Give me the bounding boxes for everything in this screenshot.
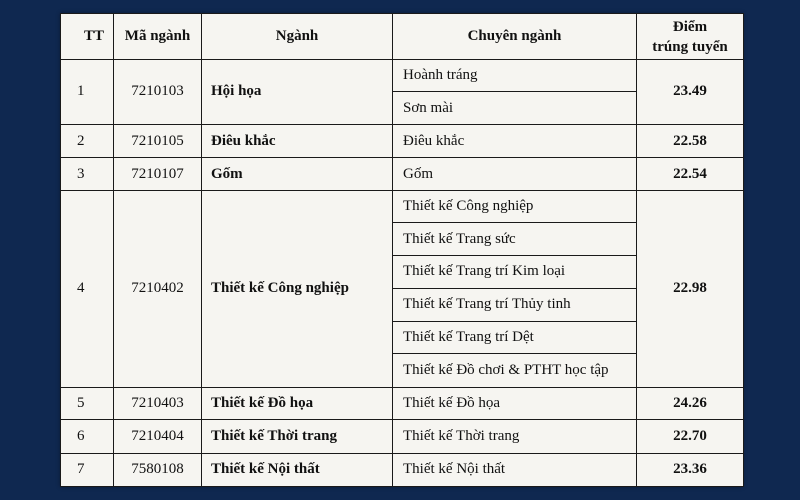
row-specialization: Thiết kế Đồ chơi & PTHT học tập (393, 354, 637, 387)
header-tt: TT (61, 14, 114, 60)
row-code: 7580108 (114, 453, 202, 487)
row-specialization: Thiết kế Trang trí Kim loại (393, 255, 637, 288)
row-score: 22.70 (637, 420, 744, 453)
row-major: Điêu khắc (202, 124, 393, 157)
row-tt: 3 (61, 158, 114, 190)
table-row (61, 158, 744, 190)
row-tt: 5 (61, 387, 114, 419)
row-major: Thiết kế Công nghiệp (202, 190, 393, 387)
row-score: 22.54 (637, 158, 744, 190)
table-row (61, 453, 744, 487)
table-row (61, 420, 744, 453)
row-score: 22.98 (637, 190, 744, 387)
row-code: 7210403 (114, 387, 202, 419)
row-code: 7210107 (114, 158, 202, 190)
header-code: Mã ngành (114, 14, 202, 60)
row-code: 7210105 (114, 124, 202, 157)
row-specialization: Hoành tráng (393, 60, 637, 92)
row-tt: 4 (61, 190, 114, 387)
row-tt: 7 (61, 453, 114, 487)
row-specialization: Thiết kế Trang trí Thủy tinh (393, 289, 637, 321)
row-code: 7210103 (114, 60, 202, 125)
table-row (61, 60, 744, 92)
row-specialization: Thiết kế Trang sức (393, 223, 637, 255)
table-row (61, 387, 744, 419)
row-specialization: Thiết kế Nội thất (393, 453, 637, 487)
row-code: 7210402 (114, 190, 202, 387)
header-score-line2: trúng tuyển (652, 38, 728, 55)
table-row (61, 190, 744, 222)
row-tt: 1 (61, 60, 114, 125)
row-specialization: Thiết kế Thời trang (393, 420, 637, 453)
header-score-line1: Điểm (672, 18, 708, 35)
row-score: 23.36 (637, 453, 744, 487)
row-specialization: Thiết kế Công nghiệp (393, 190, 637, 222)
row-specialization: Điêu khắc (393, 124, 637, 157)
header-specialization: Chuyên ngành (393, 14, 637, 60)
row-tt: 6 (61, 420, 114, 453)
admission-score-table (60, 13, 744, 487)
header-row (61, 14, 744, 60)
row-tt: 2 (61, 124, 114, 157)
document-page (60, 13, 743, 487)
row-major: Thiết kế Thời trang (202, 420, 393, 453)
row-specialization: Sơn mài (393, 92, 637, 124)
table-row (61, 124, 744, 157)
row-score: 24.26 (637, 387, 744, 419)
header-major: Ngành (202, 14, 393, 60)
row-major: Thiết kế Nội thất (202, 453, 393, 487)
row-major: Gốm (202, 158, 393, 190)
row-specialization: Thiết kế Trang trí Dệt (393, 321, 637, 353)
row-specialization: Gốm (393, 158, 637, 190)
row-code: 7210404 (114, 420, 202, 453)
row-major: Hội họa (202, 60, 393, 125)
row-specialization: Thiết kế Đồ họa (393, 387, 637, 419)
row-score: 23.49 (637, 60, 744, 125)
row-score: 22.58 (637, 124, 744, 157)
header-score (637, 14, 744, 60)
row-major: Thiết kế Đồ họa (202, 387, 393, 419)
